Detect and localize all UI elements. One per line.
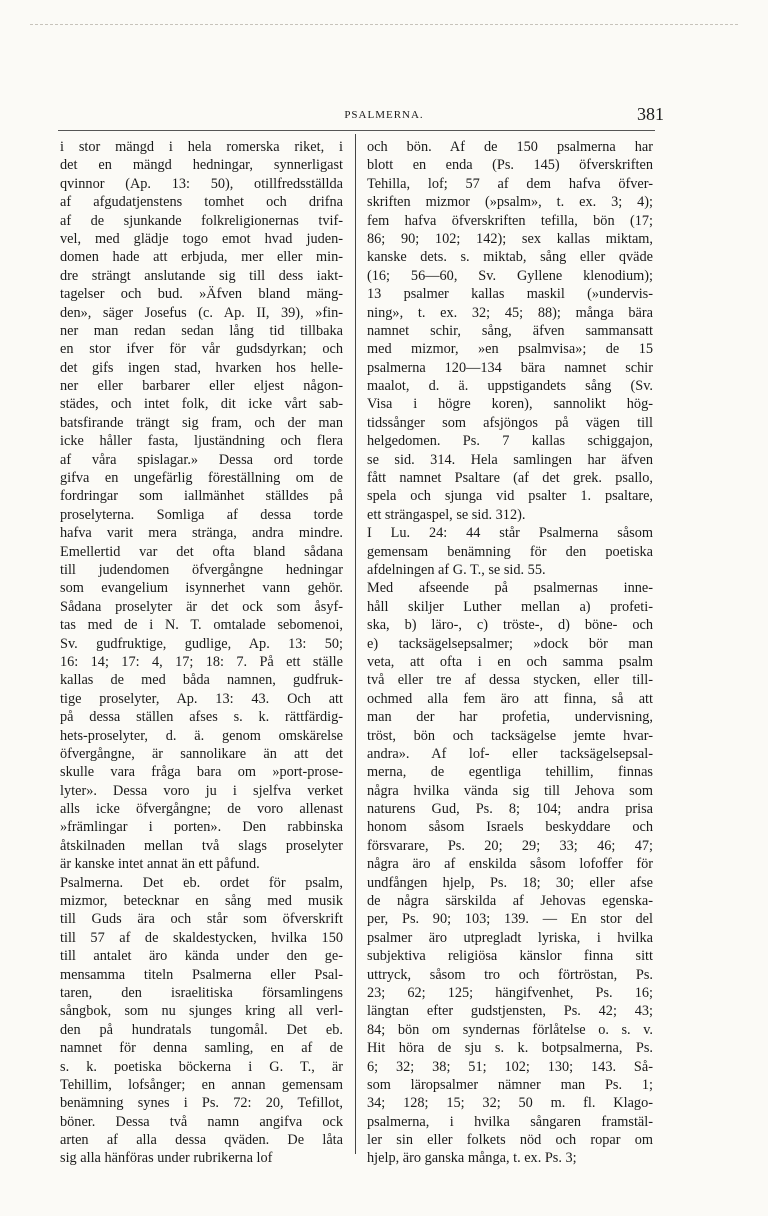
text-line: I Lu. 24: 44 står Psalmerna såsom bbox=[367, 525, 653, 542]
text-line: (16; 56—60, Sv. Gyllene klenodium); bbox=[367, 267, 653, 284]
text-line: se sid. 314. Hela samlingen har äfven bbox=[367, 451, 653, 468]
text-line: batsfirande trängt sig fram, och der man bbox=[60, 414, 343, 431]
text-line: två eller tre af dessa stycken, eller till- bbox=[367, 672, 653, 689]
text-line: 86; 90; 102; 142); sex kallas miktam, bbox=[367, 230, 653, 247]
text-line: domen hade att erbjuda, mer eller min- bbox=[60, 249, 343, 266]
text-line: skulle vara fråga bara om »port-prose- bbox=[60, 764, 343, 781]
text-line: ning», t. ex. 32; 45; 88); många bära bbox=[367, 304, 653, 321]
text-line: håll skiljer Luther mellan a) profeti- bbox=[367, 598, 653, 615]
text-line: på dessa ställen afses s. k. rättfärdig- bbox=[60, 709, 343, 726]
text-line: benämning synes i Ps. 72: 20, Tefillot, bbox=[60, 1095, 343, 1112]
text-line: några hvilka vända sig till Jehova som bbox=[367, 782, 653, 799]
text-line: undfången hjelp, Ps. 18; 30; eller afse bbox=[367, 874, 653, 891]
text-line: böner. Dessa två namn angifva ock bbox=[60, 1113, 343, 1130]
text-line: 6; 32; 38; 51; 102; 130; 143. Så- bbox=[367, 1058, 653, 1075]
text-line: taren, den israelitiska församlingens bbox=[60, 984, 343, 1001]
text-line: naturens Gud, Ps. 8; 104; andra prisa bbox=[367, 801, 653, 818]
text-line: hjelp, äro ganska många, t. ex. Ps. 3; bbox=[367, 1150, 577, 1167]
left-text-column bbox=[60, 138, 343, 1168]
text-line: åtskilnaden mellan två slags proselyter bbox=[60, 837, 343, 854]
text-line: helgedomen. Ps. 7 kallas schiggajon, bbox=[367, 433, 653, 450]
text-line: med mizmor, »en psalmvisa»; de 15 bbox=[367, 341, 653, 358]
text-line: ska, b) läro-, c) tröste-, d) böne- och bbox=[367, 617, 653, 634]
text-line: man der har profetia, undervisning, bbox=[367, 709, 653, 726]
text-line: fått namnet Psaltare (af det grek. psallo, bbox=[367, 470, 653, 487]
text-line: »främlingar i porten». Den rabbinska bbox=[60, 819, 343, 836]
text-line: och bön. Af de 150 psalmerna har bbox=[367, 139, 653, 155]
text-line: fem hafva öfverskriften tefilla, bön (17; bbox=[367, 212, 653, 229]
header-rule bbox=[58, 130, 655, 131]
text-line: Tehillim, lofsånger; en annan gemensam bbox=[60, 1076, 343, 1093]
text-line: ner eller barbarer eller eljest någon- bbox=[60, 378, 343, 395]
column-divider bbox=[355, 134, 356, 1154]
text-line: till 57 af de skaldestycken, hvilka 150 bbox=[60, 929, 343, 946]
text-line: ochmed alla fem äro att finna, så att bbox=[367, 690, 653, 707]
page-number: 381 bbox=[637, 104, 664, 124]
text-line: namnet för denna samling, en af de bbox=[60, 1040, 343, 1057]
text-line: gemensam benämning för den poetiska bbox=[367, 543, 653, 560]
text-line: 13 psalmer kallas maskil (»undervis- bbox=[367, 286, 653, 303]
text-line: kanske dets. s. miktab, sång eller qväde bbox=[367, 249, 653, 266]
text-line: arten af alla dessa qväden. De låta bbox=[60, 1132, 343, 1149]
text-line: 23; 62; 125; hängifvenhet, Ps. 16; bbox=[367, 984, 653, 1001]
text-line: mensamma titeln Psalmerna eller Psal- bbox=[60, 966, 343, 983]
text-line: uttryck, såsom tro och förtröstan, Ps. bbox=[367, 966, 653, 983]
text-line: blott en enda (Ps. 145) öfverskriften bbox=[367, 157, 653, 174]
text-line: till judendomen öfvergångne hedningar bbox=[60, 561, 343, 578]
text-line: lyter». Dessa voro ju i sjelfva verket bbox=[60, 782, 343, 799]
text-line: tige proselyter, Ap. 13: 43. Och att bbox=[60, 690, 343, 707]
text-line: af afgudatjenstens tomhet och drifna bbox=[60, 194, 343, 211]
text-line: några äro af enskilda såsom lofoffer för bbox=[367, 856, 653, 873]
text-line: tas med de i N. T. omtalade sebomenoi, bbox=[60, 617, 343, 634]
text-line: ler sin eller folkets nöd och ropar om bbox=[367, 1132, 653, 1149]
text-line: psalmer äro utpregladt lyriska, i hvilka bbox=[367, 929, 653, 946]
text-line: fordringar som iallmänhet ställdes på bbox=[60, 488, 343, 505]
text-line: som läropsalmer nämner man Ps. 1; bbox=[367, 1076, 653, 1093]
text-line: 34; 128; 15; 32; 50 m. fl. Klago- bbox=[367, 1095, 653, 1112]
running-head: PSALMERNA. bbox=[344, 109, 424, 121]
text-line: Sådana proselyter är det ock som åsyf- bbox=[60, 598, 343, 615]
text-line: hafva varit mera stränga, andra mindre. bbox=[60, 525, 343, 542]
text-line: 16: 14; 17: 4, 17; 18: 7. På ett ställe bbox=[60, 653, 343, 670]
text-line: de några särskilda af Jehovas egenska- bbox=[367, 893, 653, 910]
text-line: af våra spislagar.» Dessa ord torde bbox=[60, 451, 343, 468]
text-line: tidssånger som afsjöngos på vägen till bbox=[367, 414, 653, 431]
text-line: merna, de egentliga tehillim, finnas bbox=[367, 764, 653, 781]
text-line: e) tacksägelsepsalmer; »dock bör man bbox=[367, 635, 653, 652]
text-line: afdelningen af G. T., se sid. 55. bbox=[367, 561, 546, 578]
text-line: Sv. gudfruktige, gudlige, Ap. 13: 50; bbox=[60, 635, 343, 652]
text-line: proselyterna. Somliga af dessa torde bbox=[60, 506, 343, 523]
text-line: Hit höra de sju s. k. botpsalmerna, Ps. bbox=[367, 1040, 653, 1057]
text-line: veta, att ofta i en och samma psalm bbox=[367, 653, 653, 670]
text-line: spela och sjunga vid psalter 1. psaltare, bbox=[367, 488, 653, 505]
top-scan-edge bbox=[30, 24, 738, 25]
text-line: af de sjunkande folkreligionernas tvif- bbox=[60, 212, 343, 229]
text-line: Visa i högre koren), sannolikt hög- bbox=[367, 396, 653, 413]
text-line: subjektiva religiösa känslor finna sitt bbox=[367, 948, 653, 965]
text-line: psalmerna 120—134 bära namnet schir bbox=[367, 359, 653, 376]
text-line: sig alla hänföras under rubrikerna lof bbox=[60, 1150, 273, 1167]
text-line: hets-proselyter, d. ä. genom omskärelse bbox=[60, 727, 343, 744]
text-line: Tehilla, lof; 57 af dem hafva öfver- bbox=[367, 175, 653, 192]
text-line: ner man redan sedan lång tid tillbaka bbox=[60, 322, 343, 339]
text-line: qvinnor (Ap. 13: 50), otillfredsställda bbox=[60, 175, 343, 192]
text-line: kallas de med båda namnen, gudfruk- bbox=[60, 672, 343, 689]
text-line: försvarare, Ps. 20; 29; 33; 46; 47; bbox=[367, 837, 653, 854]
text-line: ett strängaspel, se sid. 312). bbox=[367, 506, 526, 523]
text-line: honom såsom Israels beskyddare och bbox=[367, 819, 653, 836]
text-line: Psalmerna. Det eb. ordet för psalm, bbox=[60, 874, 343, 891]
text-line: längtan efter gudstjensten, Ps. 42; 43; bbox=[367, 1003, 653, 1020]
text-line: sångbok, som nu sjunges kring all verl- bbox=[60, 1003, 343, 1020]
text-line: andra». Af lof- eller tacksägelsepsal- bbox=[367, 745, 653, 762]
text-line: som evangelium isynnerhet vann gehör. bbox=[60, 580, 343, 597]
text-line: mizmor, betecknar en sång med musik bbox=[60, 893, 343, 910]
text-line: psalmerna, i hvilka sångaren framstäl- bbox=[367, 1113, 653, 1130]
text-line: i stor mängd i hela romerska riket, i bbox=[60, 139, 343, 155]
text-line: det gifs ingen stad, hvarken hos helle- bbox=[60, 359, 343, 376]
text-line: Med afseende på psalmernas inne- bbox=[367, 580, 653, 597]
text-line: en stor ifver för vår gudsdyrkan; och bbox=[60, 341, 343, 358]
text-line: 84; bön om syndernas förlåtelse o. s. v. bbox=[367, 1021, 653, 1038]
text-line: Emellertid var det ofta bland sådana bbox=[60, 543, 343, 560]
text-line: per, Ps. 90; 103; 139. — En stor del bbox=[367, 911, 653, 928]
text-line: icke håller fasta, ljuständning och flera bbox=[60, 433, 343, 450]
text-line: är kanske intet annat än ett påfund. bbox=[60, 856, 260, 873]
text-line: till Guds ära och står som öfverskrift bbox=[60, 911, 343, 928]
text-line: gifva en ungefärlig föreställning om de bbox=[60, 470, 343, 487]
text-line: städes, och intet folk, dit icke vårt sab- bbox=[60, 396, 343, 413]
text-line: den», säger Josefus (c. Ap. II, 39), »fin- bbox=[60, 304, 343, 321]
text-line: tagelser och bud. »Äfven bland mäng- bbox=[60, 286, 343, 303]
text-line: namnet schir, sång, äfven sammansatt bbox=[367, 322, 653, 339]
text-line: öfvergångne, är sannolikare än att det bbox=[60, 745, 343, 762]
text-line: vel, med glädje togo emot hvad juden- bbox=[60, 230, 343, 247]
text-line: s. k. poetiska böckerna i G. T., är bbox=[60, 1058, 343, 1075]
text-line: den på hundratals tungomål. Det eb. bbox=[60, 1021, 343, 1038]
text-line: maalot, d. ä. uppstigandets sång (Sv. bbox=[367, 378, 653, 395]
text-line: det en mängd hedningar, synnerligast bbox=[60, 157, 343, 174]
text-line: alls icke öfvergångne; de voro allenast bbox=[60, 801, 343, 818]
text-line: till antalet äro kända under den ge- bbox=[60, 948, 343, 965]
text-line: dre strängt anslutande sig till dess iakt- bbox=[60, 267, 343, 284]
text-line: tröst, bön och tacksägelse jemte hvar- bbox=[367, 727, 653, 744]
right-text-column bbox=[367, 138, 653, 1168]
text-line: skriften mizmor (»psalm», t. ex. 3; 4); bbox=[367, 194, 653, 211]
